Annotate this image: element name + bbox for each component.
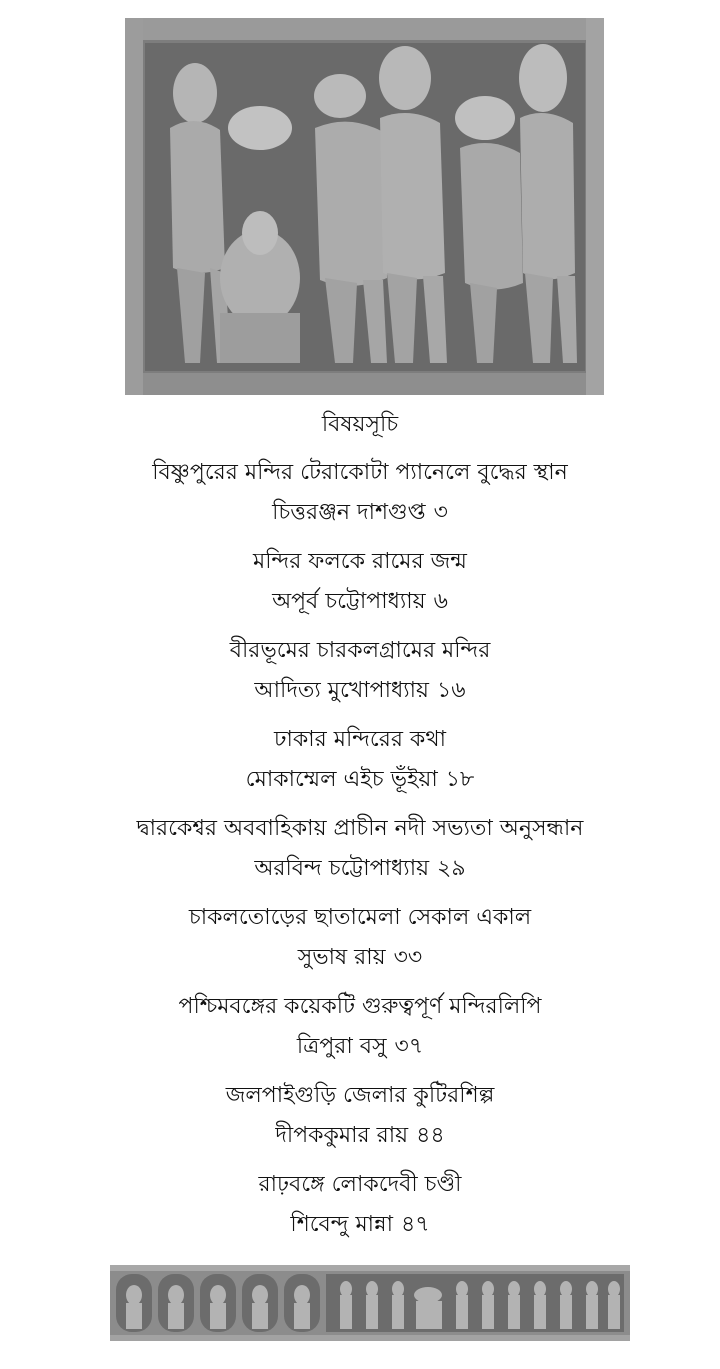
page-number: ৪৪ [416, 1123, 445, 1148]
toc-entry[interactable] [0, 1079, 720, 1168]
article-author: ত্রিপুরা বসু [296, 1034, 387, 1059]
article-author: মোকাম্মেল এইচ ভূঁইয়া [245, 767, 438, 792]
relief-figures-icon [125, 18, 604, 395]
toc-entry[interactable] [0, 456, 720, 545]
article-author-line [0, 496, 720, 530]
toc-entry[interactable] [0, 723, 720, 812]
page-number: ৬ [433, 589, 448, 614]
toc-entry[interactable] [0, 545, 720, 634]
article-title: পশ্চিমবঙ্গের কয়েকটি গুরুত্বপূর্ণ মন্দিরলিপি [178, 994, 542, 1019]
terracotta-relief-photo-top [125, 18, 604, 395]
article-title: বীরভূমের চারকলগ্রামের মন্দির [229, 638, 491, 663]
article-title: রাঢ়বঙ্গে লোকদেবী চণ্ডী [258, 1172, 462, 1197]
toc-entry[interactable] [0, 901, 720, 990]
article-author: শিবেন্দু মান্না [290, 1212, 393, 1237]
article-title: চাকলতোড়ের ছাতামেলা সেকাল একাল [188, 905, 532, 930]
frieze-figures-icon [110, 1265, 630, 1341]
article-title: মন্দির ফলকে রামের জন্ম [253, 549, 467, 574]
article-title: জলপাইগুড়ি জেলার কুটিরশিল্প [225, 1083, 495, 1108]
page-number: ১৮ [445, 767, 475, 792]
article-author: চিত্তরঞ্জন দাশগুপ্ত [272, 500, 426, 525]
page-number: ১৬ [437, 678, 466, 703]
article-author-line [0, 585, 720, 619]
page-number: ৩৭ [394, 1034, 424, 1059]
article-author-line [0, 1119, 720, 1153]
toc-entry[interactable] [0, 634, 720, 723]
article-author-line [0, 852, 720, 886]
toc-list [0, 456, 720, 1257]
page-number: ৪৭ [400, 1212, 430, 1237]
article-author-line [0, 763, 720, 797]
article-author: অরবিন্দ চট্টোপাধ্যায় [254, 856, 430, 881]
toc-title: বিষয়সূচি [321, 412, 399, 437]
page-number: ২৯ [437, 856, 466, 881]
terracotta-frieze-photo-bottom [110, 1265, 630, 1341]
article-author-line [0, 1030, 720, 1064]
article-author: সুভাষ রায় [297, 945, 386, 970]
page-number: ৩ [433, 500, 448, 525]
article-author-line [0, 1208, 720, 1242]
article-title: বিষ্ণুপুরের মন্দির টেরাকোটা প্যানেলে বুদ্ধের স্থান [152, 460, 568, 485]
article-author: আদিত্য মুখোপাধ্যায় [254, 678, 430, 703]
toc-entry[interactable] [0, 812, 720, 901]
article-author: দীপককুমার রায় [275, 1123, 409, 1148]
toc-entry[interactable] [0, 990, 720, 1079]
toc-entry[interactable] [0, 1168, 720, 1257]
page-number: ৩৩ [393, 945, 423, 970]
article-title: ঢাকার মন্দিরের কথা [274, 727, 446, 752]
article-author-line [0, 674, 720, 708]
article-author-line [0, 941, 720, 975]
article-author: অপূর্ব চট্টোপাধ্যায় [272, 589, 426, 614]
article-title: দ্বারকেশ্বর অববাহিকায় প্রাচীন নদী সভ্যতা অনুসন্ধান [136, 816, 584, 841]
